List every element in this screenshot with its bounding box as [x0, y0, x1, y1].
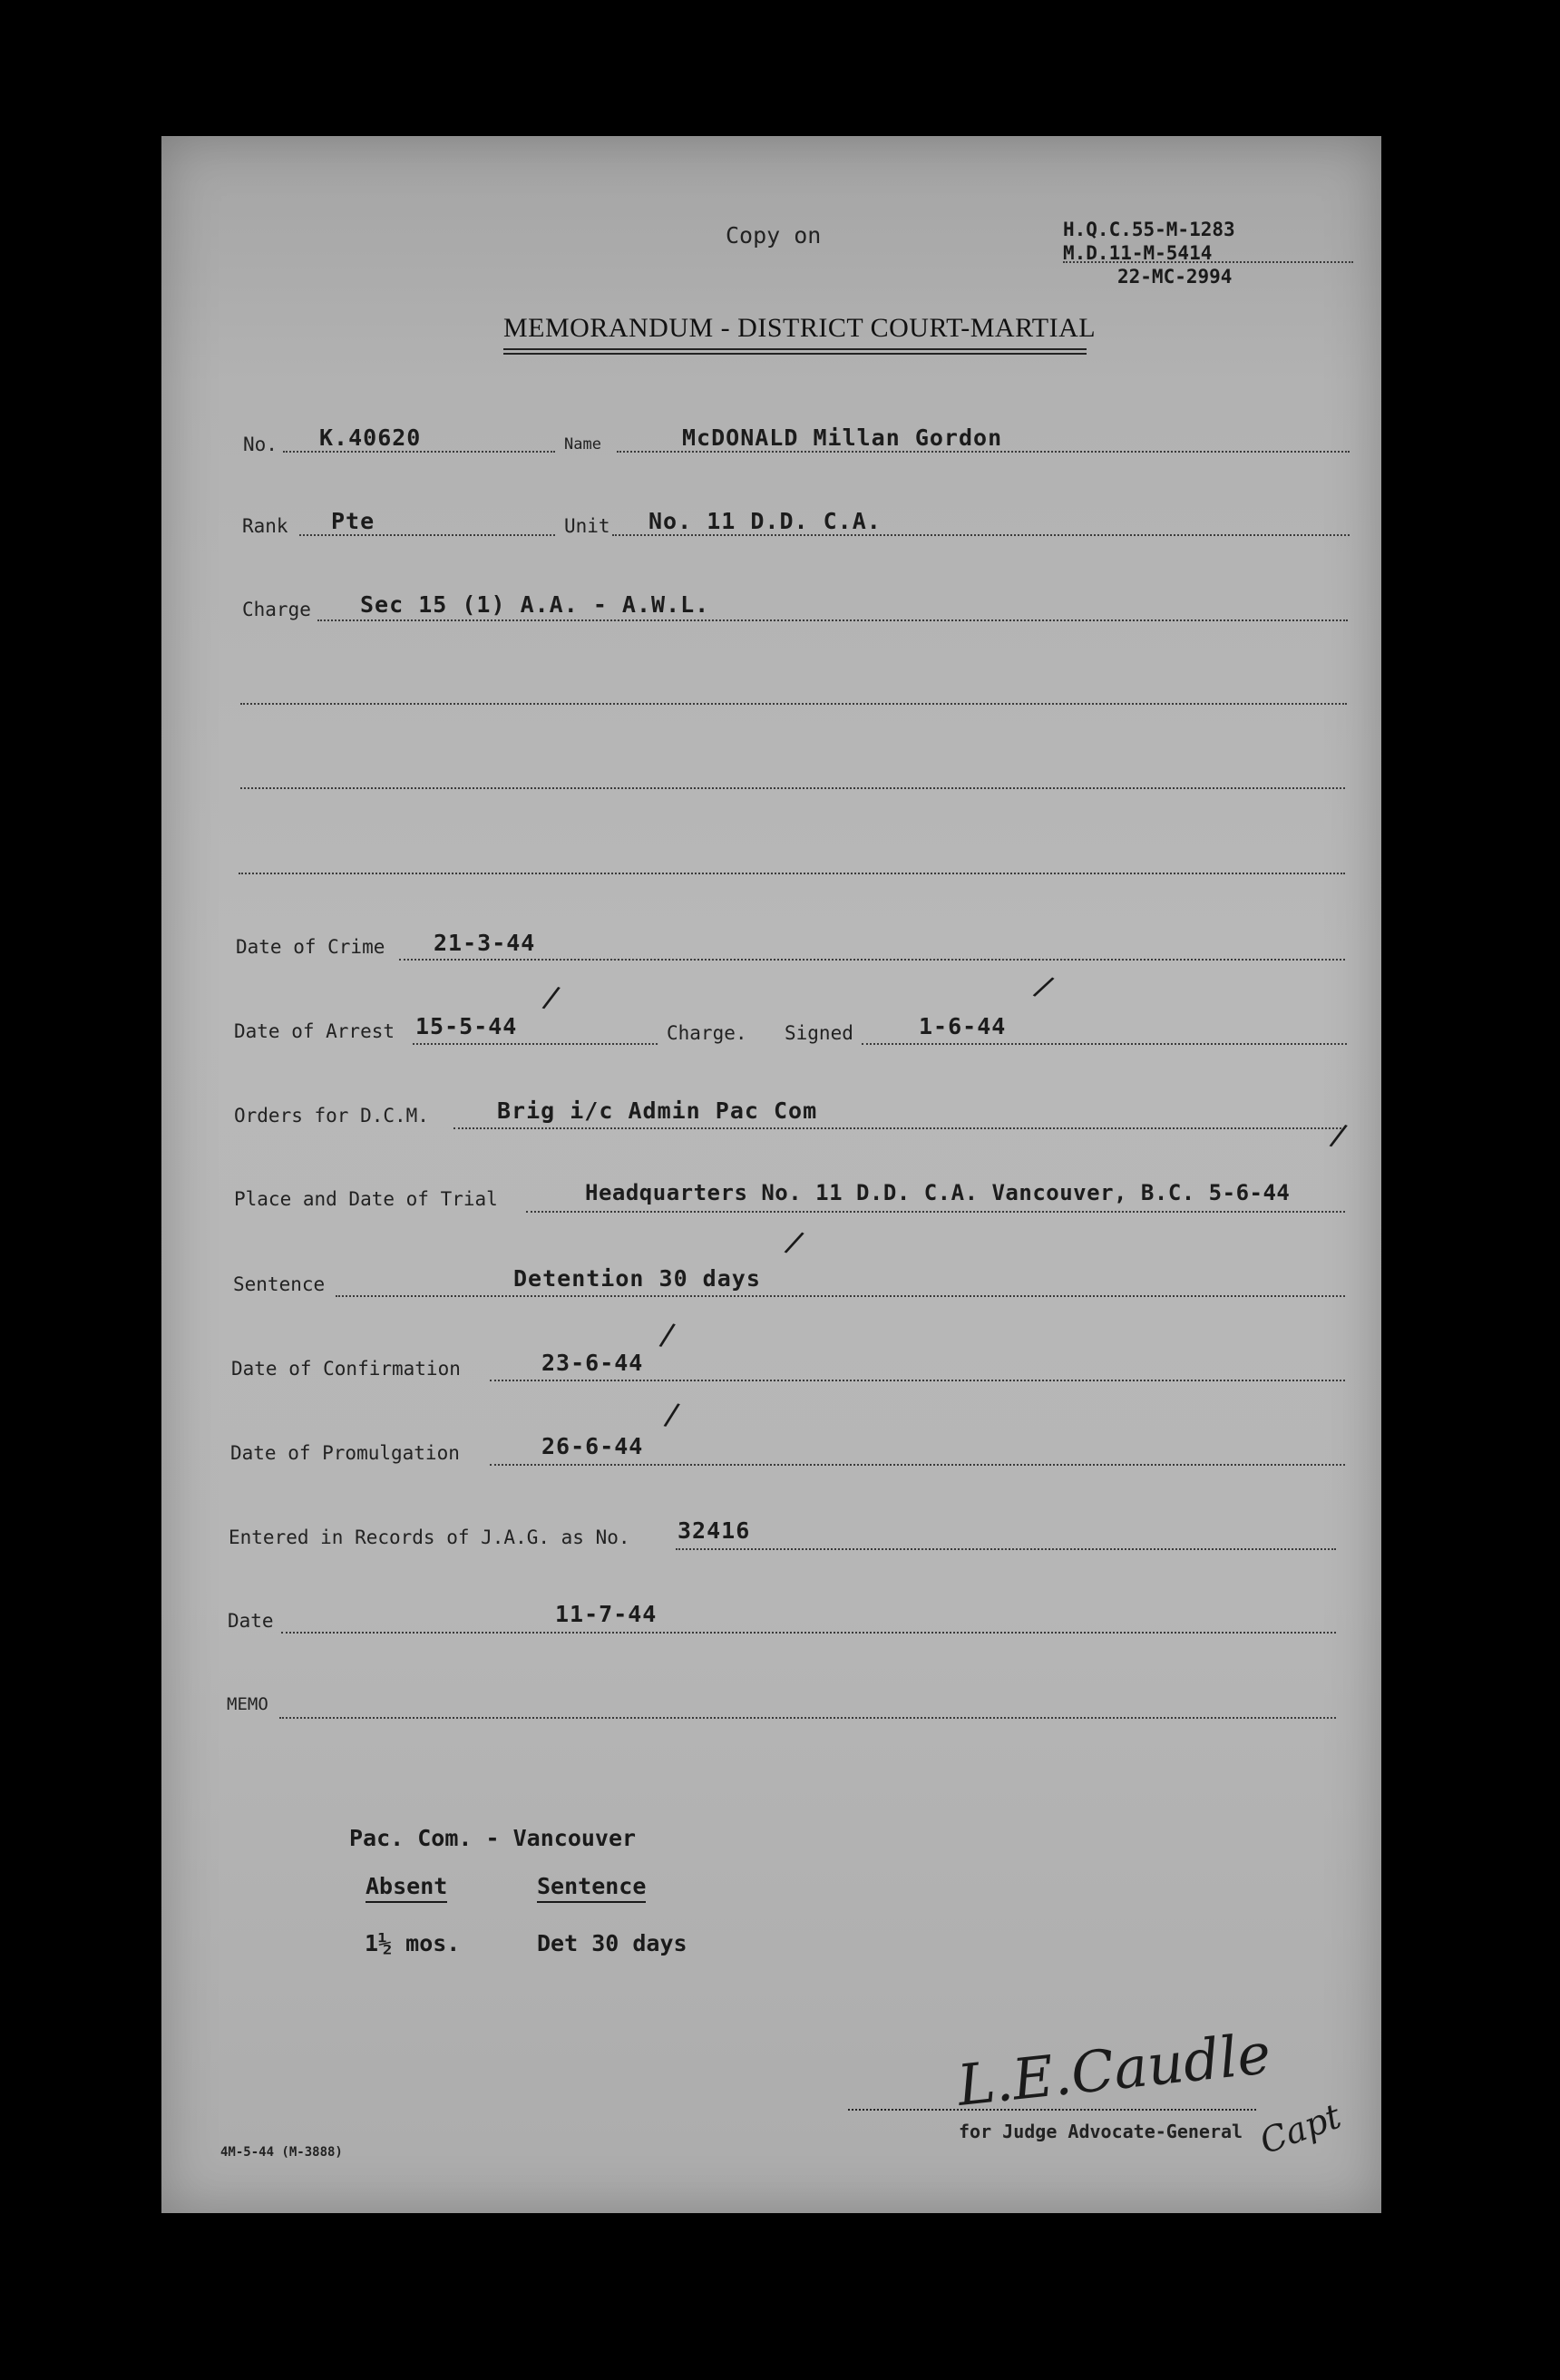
promulgation-line	[490, 1464, 1345, 1466]
ref-md: M.D.11-M-5414	[1063, 242, 1213, 264]
place-date-line	[526, 1211, 1345, 1213]
signature: L.E.Caudle	[954, 2020, 1274, 2119]
confirmation-value: 23-6-44	[541, 1350, 644, 1376]
promulgation-value: 26-6-44	[541, 1433, 644, 1459]
sentence-header: Sentence	[537, 1873, 646, 1903]
check-mark-icon: /	[1029, 968, 1058, 1006]
unit-value: No. 11 D.D. C.A.	[648, 508, 882, 534]
date-of-arrest-value: 15-5-44	[415, 1013, 518, 1039]
memo-line1: Pac. Com. - Vancouver	[349, 1825, 637, 1851]
for-jag-label: for Judge Advocate-General	[959, 2121, 1243, 2142]
check-mark-icon: /	[662, 1396, 682, 1434]
no-label: No.	[243, 434, 278, 455]
signature-rank: Capt	[1254, 2095, 1347, 2162]
name-value: McDONALD Millan Gordon	[682, 424, 1003, 451]
ref-dotted-line	[1063, 261, 1353, 263]
charge-label: Charge	[242, 599, 311, 620]
signed-label: Signed	[785, 1022, 853, 1044]
page-title: MEMORANDUM - DISTRICT COURT-MARTIAL	[503, 313, 1097, 343]
charge-value: Sec 15 (1) A.A. - A.W.L.	[360, 591, 710, 618]
confirmation-line	[490, 1380, 1345, 1381]
orders-value: Brig i/c Admin Pac Com	[497, 1097, 818, 1124]
charge-line-2	[240, 703, 1347, 705]
date-value: 11-7-44	[555, 1601, 658, 1627]
date-of-crime-value: 21-3-44	[434, 930, 536, 956]
charge-line-4	[239, 873, 1345, 874]
no-value: K.40620	[319, 424, 422, 451]
memo-label: MEMO	[227, 1694, 268, 1714]
check-mark-icon: /	[540, 979, 562, 1017]
unit-line	[612, 534, 1350, 536]
name-line	[617, 451, 1350, 453]
confirmation-label: Date of Confirmation	[231, 1358, 461, 1380]
date-of-arrest-line	[413, 1043, 658, 1045]
charge-line-3	[240, 787, 1345, 789]
check-mark-icon: /	[782, 1224, 807, 1262]
name-label: Name	[564, 435, 601, 454]
promulgation-label: Date of Promulgation	[230, 1442, 460, 1464]
orders-label: Orders for D.C.M.	[234, 1105, 429, 1127]
unit-label: Unit	[564, 515, 610, 537]
date-of-arrest-label: Date of Arrest	[234, 1020, 395, 1042]
place-date-value: Headquarters No. 11 D.D. C.A. Vancouver, B.C. 5-6-44	[585, 1180, 1291, 1205]
sentence-value: Detention 30 days	[513, 1265, 761, 1292]
sentence-memo-value: Det 30 days	[537, 1930, 687, 1956]
ref-mc: 22-MC-2994	[1117, 266, 1233, 288]
entered-label: Entered in Records of J.A.G. as No.	[229, 1527, 630, 1548]
check-mark-icon: /	[1327, 1117, 1350, 1155]
signature-line	[848, 2109, 1256, 2111]
no-line	[283, 451, 555, 453]
rank-line	[299, 534, 555, 536]
place-date-label: Place and Date of Trial	[234, 1188, 498, 1210]
form-number: 4M-5-44 (M-3888)	[220, 2145, 343, 2160]
charge-signed-label: Charge.	[667, 1022, 747, 1044]
sentence-label: Sentence	[233, 1273, 326, 1295]
copy-on-label: Copy on	[726, 222, 822, 249]
rank-value: Pte	[331, 508, 375, 534]
absent-header: Absent	[366, 1873, 447, 1903]
absent-value: 1½ mos.	[365, 1930, 461, 1956]
ref-hq: H.Q.C.55-M-1283	[1063, 219, 1235, 240]
title-underline-2	[503, 353, 1087, 355]
title-underline	[503, 348, 1087, 350]
rank-label: Rank	[242, 515, 288, 537]
charge-line	[317, 619, 1348, 621]
entered-value: 32416	[678, 1517, 751, 1544]
date-of-crime-label: Date of Crime	[236, 936, 385, 958]
sentence-line	[336, 1295, 1345, 1297]
reference-numbers	[1063, 218, 1235, 288]
date-of-crime-line	[399, 959, 1345, 961]
orders-line	[453, 1127, 1345, 1129]
entered-line	[676, 1548, 1336, 1550]
check-mark-icon: /	[658, 1316, 678, 1354]
charge-signed-value: 1-6-44	[919, 1013, 1007, 1039]
charge-signed-line	[862, 1043, 1347, 1045]
date-label: Date	[228, 1610, 274, 1632]
memo-line	[279, 1717, 1336, 1719]
date-line	[281, 1632, 1336, 1634]
